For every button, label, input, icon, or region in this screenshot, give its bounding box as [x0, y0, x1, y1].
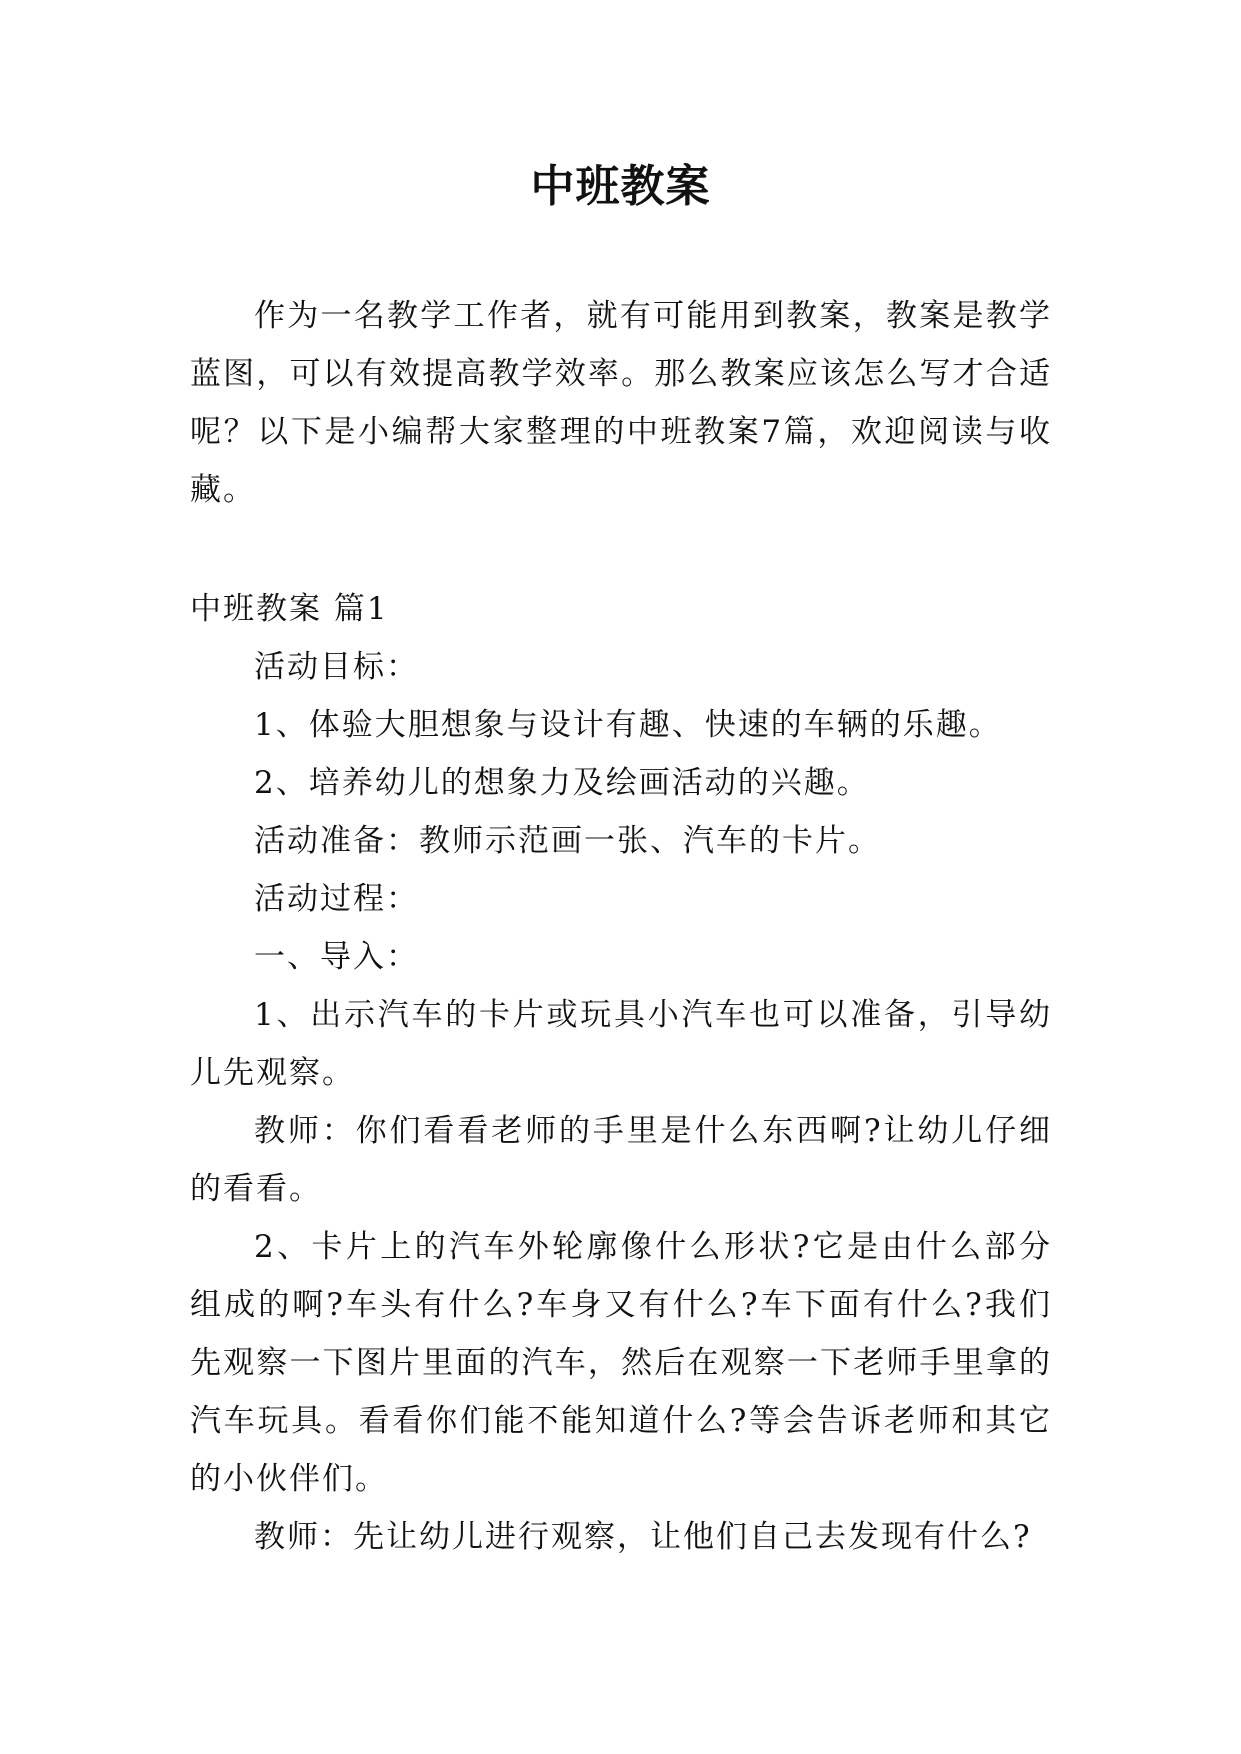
section-body	[190, 580, 1052, 1566]
intro-paragraph: 作为一名教学工作者，就有可能用到教案，教案是教学蓝图，可以有效提高教学效率。那么教案应该怎么写才合适呢？以下是小编帮大家整理的中班教案7篇，欢迎阅读与收藏。	[190, 298, 1052, 508]
paragraph-intro-step: 一、导入：	[254, 939, 419, 975]
paragraph-activity-goals: 活动目标：	[254, 649, 419, 685]
paragraph-goal-2: 2、培养幼儿的想象力及绘画活动的兴趣。	[254, 765, 870, 801]
paragraph-step-2: 2、卡片上的汽车外轮廓像什么形状?它是由什么部分组成的啊?车头有什么?车身又有什么?车下面有什么?我们先观察一下图片里面的汽车，然后在观察一下老师手里拿的汽车玩具。看看你们能不能知道什么?等会告诉老师和其它的小伙伴们。	[190, 1229, 1052, 1497]
paragraph-process: 活动过程：	[254, 881, 419, 917]
paragraph-teacher-1: 教师：你们看看老师的手里是什么东西啊?让幼儿仔细的看看。	[190, 1113, 1052, 1207]
intro-block	[190, 287, 1052, 519]
section-heading: 中班教案 篇1	[190, 591, 389, 627]
paragraph-step-1: 1、出示汽车的卡片或玩具小汽车也可以准备，引导幼儿先观察。	[190, 997, 1052, 1091]
paragraph-goal-1: 1、体验大胆想象与设计有趣、快速的车辆的乐趣。	[254, 707, 1002, 743]
paragraph-preparation: 活动准备：教师示范画一张、汽车的卡片。	[254, 823, 881, 859]
paragraph-teacher-2: 教师：先让幼儿进行观察，让他们自己去发现有什么?	[254, 1519, 1032, 1555]
document-title: 中班教案	[530, 161, 711, 212]
